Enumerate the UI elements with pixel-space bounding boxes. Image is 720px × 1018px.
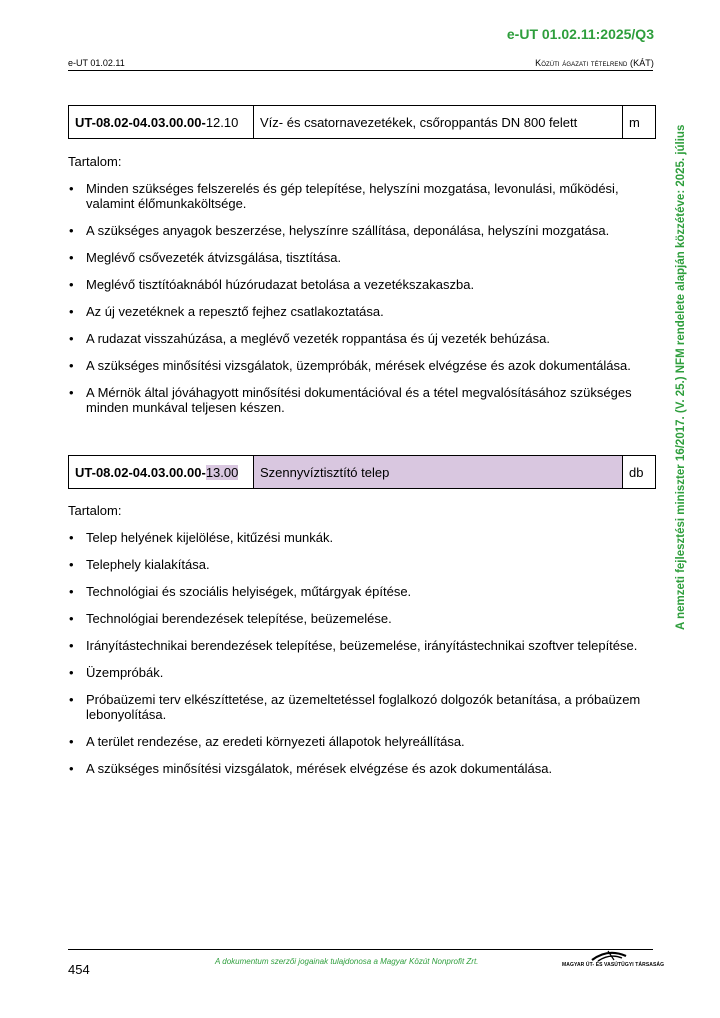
copyright-note: A dokumentum szerzői jogainak tulajdonosa a Magyar Közút Nonprofit Zrt. xyxy=(215,957,479,966)
item-title: Víz- és csatornavezetékek, csőroppantás DN 800 felett xyxy=(254,106,623,139)
page-number: 454 xyxy=(68,962,90,977)
content-list-2 xyxy=(68,530,658,788)
header-right-title: Közúti ágazati tételrend (KÁT) xyxy=(535,58,654,68)
header-left-code: e-UT 01.02.11 xyxy=(68,58,125,68)
header-divider xyxy=(68,70,653,71)
list-item: • Üzempróbák. xyxy=(68,665,658,680)
list-item: • Irányítástechnikai berendezések telepítése, beüzemelése, irányítástechnikai szoftver telepítése. xyxy=(68,638,658,653)
list-item: • Technológiai és szociális helyiségek, műtárgyak építése. xyxy=(68,584,658,599)
item-code-suffix: 12.10 xyxy=(205,114,239,130)
content-list-1 xyxy=(68,181,658,427)
list-item: • A Mérnök által jóváhagyott minősítési dokumentációval és a tétel megvalósításához szükséges minden munkával teljesen készen. xyxy=(68,385,658,415)
list-item: • Az új vezetéknek a repesztő fejhez csatlakoztatása. xyxy=(68,304,658,319)
item-code xyxy=(69,106,254,139)
logo-text: MAGYAR ÚT- ÉS VASÚTÜGYI TÁRSASÁG xyxy=(562,962,665,968)
content-label: Tartalom: xyxy=(68,154,122,169)
list-item: • A terület rendezése, az eredeti környezeti állapotok helyreállítása. xyxy=(68,734,658,749)
list-item: • A szükséges minősítési vizsgálatok, mérések elvégzése és azok dokumentálása. xyxy=(68,761,658,776)
item-table-1 xyxy=(68,105,656,139)
side-publication-note: A nemzeti fejlesztési miniszter 16/2017. (V. 25.) NFM rendelete alapján közzétéve: 2025. július xyxy=(675,124,687,630)
item-unit: db xyxy=(623,456,656,489)
list-item: • A szükséges minősítési vizsgálatok, üzempróbák, mérések elvégzése és azok dokumentálása. xyxy=(68,358,658,373)
document-code: e-UT 01.02.11:2025/Q3 xyxy=(506,26,654,42)
list-item: • Telephely kialakítása. xyxy=(68,557,658,572)
list-item: • Minden szükséges felszerelés és gép telepítése, helyszíni mozgatása, levonulási, működési, valamint élőmunkaköltsége. xyxy=(68,181,658,211)
list-item: • A szükséges anyagok beszerzése, helyszínre szállítása, deponálása, helyszíni mozgatása. xyxy=(68,223,658,238)
list-item: • Technológiai berendezések telepítése, beüzemelése. xyxy=(68,611,658,626)
list-item: • Meglévő csővezeték átvizsgálása, tisztítása. xyxy=(68,250,658,265)
item-table-2 xyxy=(68,455,656,489)
item-title: Szennyvíztisztító telep xyxy=(254,456,623,489)
list-item: • Telep helyének kijelölése, kitűzési munkák. xyxy=(68,530,658,545)
item-code xyxy=(69,456,254,489)
list-item: • Meglévő tisztítóaknából húzórudazat betolása a vezetékszakaszba. xyxy=(68,277,658,292)
list-item: • A rudazat visszahúzása, a meglévő vezeték roppantása és új vezeték behúzása. xyxy=(68,331,658,346)
item-code-main: UT-08.02-04.03.00.00- xyxy=(75,114,206,130)
mautt-logo-icon xyxy=(562,948,665,974)
item-unit: m xyxy=(623,106,656,139)
item-code-suffix: 13.00 xyxy=(205,464,239,480)
content-label: Tartalom: xyxy=(68,503,122,518)
list-item: • Próbaüzemi terv elkészíttetése, az üzemeltetéssel foglalkozó dolgozók betanítása, a próbaüzem lebonyolítása. xyxy=(68,692,658,722)
item-code-main: UT-08.02-04.03.00.00- xyxy=(75,464,206,480)
